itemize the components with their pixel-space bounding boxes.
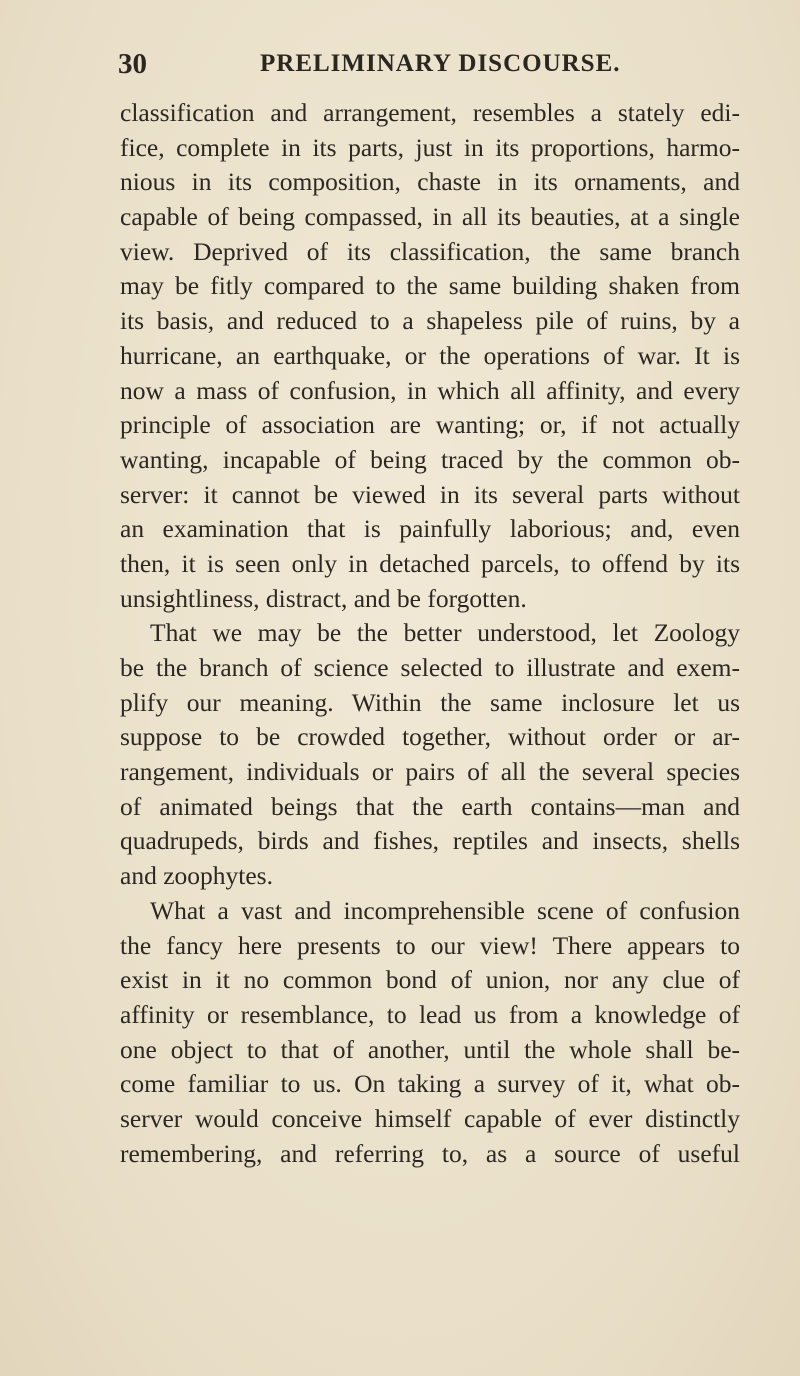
text-line: an examination that is painfully laborious; and, even	[120, 514, 740, 544]
text-line: now a mass of confusion, in which all affinity, and every	[120, 375, 740, 405]
text-line: exist in it no common bond of union, nor any clue of	[120, 965, 740, 995]
text-line: come familiar to us. On taking a survey of it, what ob-	[120, 1069, 740, 1099]
text-line: suppose to be crowded together, without order or ar-	[120, 722, 740, 752]
text-line: then, it is seen only in detached parcels, to offend by its	[120, 548, 740, 578]
text-line: of animated beings that the earth contains—man and	[120, 791, 740, 821]
page-number: 30	[118, 48, 147, 80]
running-head-title: PRELIMINARY DISCOURSE.	[260, 50, 621, 77]
text-line: its basis, and reduced to a shapeless pile of ruins, by a	[120, 306, 740, 336]
text-line: quadrupeds, birds and fishes, reptiles and insects, shells	[120, 826, 740, 856]
text-line: principle of association are wanting; or, if not actually	[120, 410, 740, 440]
text-line: fice, complete in its parts, just in its proportions, harmo-	[120, 132, 740, 162]
paragraph-2	[120, 616, 740, 894]
text-line: server would conceive himself capable of ever distinctly	[120, 1103, 740, 1133]
text-line: affinity or resemblance, to lead us from a knowledge of	[120, 999, 740, 1029]
text-line: classification and arrangement, resembles a stately edi-	[120, 98, 740, 127]
body-text	[120, 96, 740, 1171]
text-line: view. Deprived of its classification, the same branch	[120, 236, 740, 266]
text-line: may be fitly compared to the same building shaken from	[120, 271, 740, 301]
text-line: be the branch of science selected to illustrate and exem-	[120, 653, 740, 682]
paragraph-1	[120, 96, 740, 616]
text-line: remembering, and referring to, as a source of useful	[120, 1138, 740, 1168]
text-line: server: it cannot be viewed in its several parts without	[120, 479, 740, 509]
text-line: hurricane, an earthquake, or the operations of war. It is	[120, 340, 740, 370]
paragraph-3	[120, 894, 740, 1172]
text-line: the fancy here presents to our view! There appears to	[120, 930, 740, 960]
text-line: nious in its composition, chaste in its ornaments, and	[120, 167, 740, 197]
text-line: rangement, individuals or pairs of all the several species	[120, 757, 740, 787]
text-line: wanting, incapable of being traced by the common ob-	[120, 444, 740, 474]
text-line: unsightliness, distract, and be forgotten.	[120, 583, 527, 613]
running-head	[118, 48, 718, 88]
text-line: capable of being compassed, in all its beauties, at a single	[120, 202, 740, 232]
text-line: and zoophytes.	[120, 861, 273, 891]
text-line: plify our meaning. Within the same inclosure let us	[120, 687, 740, 717]
text-line: one object to that of another, until the whole shall be-	[120, 1034, 740, 1064]
text-line: That we may be the better understood, let Zoology	[150, 618, 740, 648]
text-line: What a vast and incomprehensible scene of confusion	[150, 895, 740, 925]
